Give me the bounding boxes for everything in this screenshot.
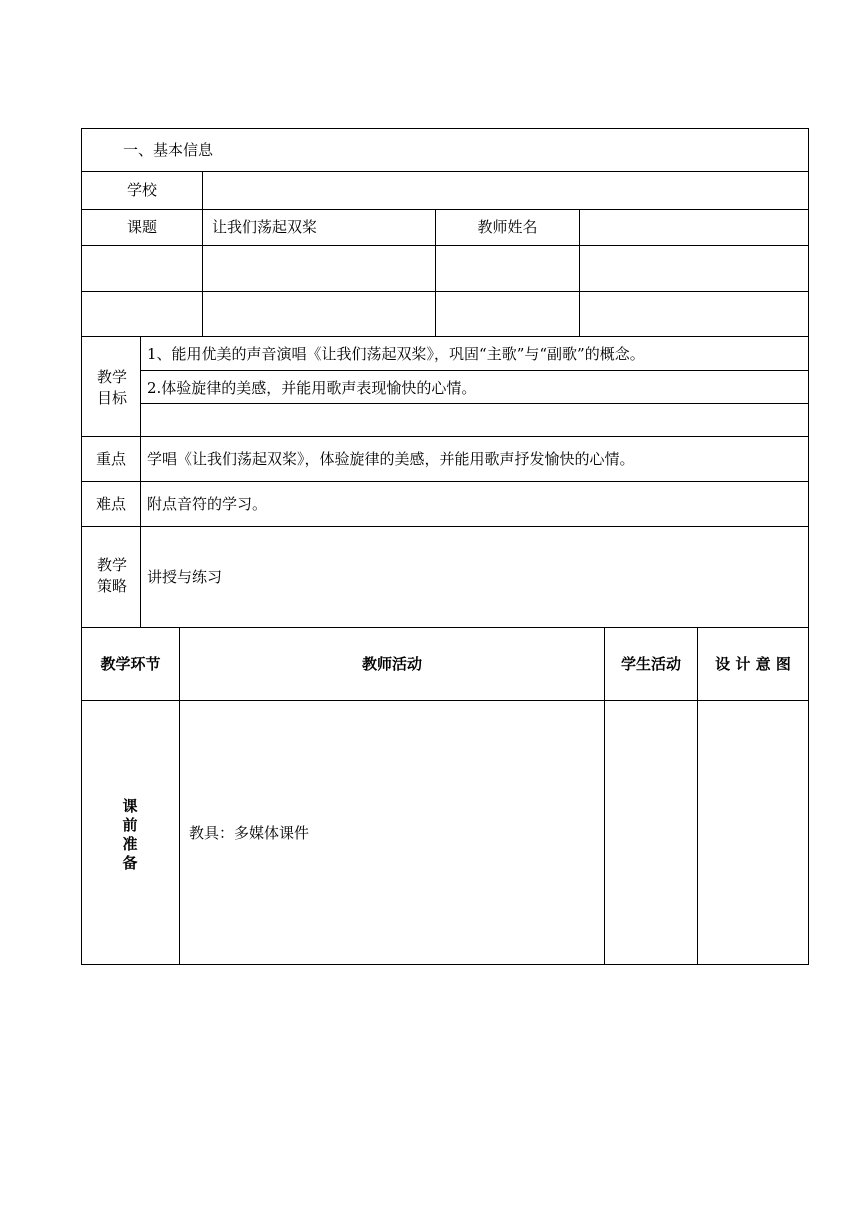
table-border-right <box>808 128 809 965</box>
vline <box>202 171 203 336</box>
topic-label: 课题 <box>126 218 157 236</box>
stage-cell: 课前准备 <box>122 797 138 872</box>
section-title: 一、基本信息 <box>123 141 214 159</box>
hline <box>81 171 809 172</box>
hline <box>81 481 809 482</box>
header-student-activity: 学生活动 <box>620 655 681 673</box>
hline-bottom <box>81 964 809 965</box>
topic-value: 让我们荡起双桨 <box>212 218 318 236</box>
table-border-left <box>81 128 82 965</box>
hline <box>81 627 809 628</box>
hline <box>81 291 809 292</box>
strategy-value: 讲授与练习 <box>147 568 223 586</box>
key-point-label: 重点 <box>95 450 126 468</box>
header-teacher-activity: 教师活动 <box>361 655 422 673</box>
goal-item-1: 1、能用优美的声音演唱《让我们荡起双桨》，巩固“主歌”与“副歌”的概念。 <box>147 345 645 363</box>
header-design-intent: 设 计 意 图 <box>715 655 791 673</box>
hline-top <box>81 128 809 129</box>
school-label: 学校 <box>126 181 157 199</box>
hline <box>140 403 809 404</box>
teacher-activity-cell: 教具：多媒体课件 <box>189 824 310 842</box>
vline <box>579 209 580 336</box>
difficulty-value: 附点音符的学习。 <box>147 495 268 513</box>
vline <box>179 627 180 964</box>
vline <box>697 627 698 964</box>
difficulty-label: 难点 <box>95 495 126 513</box>
hline <box>81 700 809 701</box>
header-stage: 教学环节 <box>100 655 161 673</box>
hline <box>81 436 809 437</box>
key-point-value: 学唱《让我们荡起双桨》，体验旋律的美感，并能用歌声抒发愉快的心情。 <box>147 450 635 468</box>
hline <box>81 245 809 246</box>
vline <box>604 627 605 964</box>
hline <box>81 526 809 527</box>
teacher-label: 教师姓名 <box>477 218 538 236</box>
hline <box>81 209 809 210</box>
strategy-label: 教学策略 <box>96 556 127 595</box>
hline <box>140 370 809 371</box>
hline <box>81 336 809 337</box>
goals-label: 教学目标 <box>96 368 127 407</box>
goal-item-2: 2.体验旋律的美感，并能用歌声表现愉快的心情。 <box>147 379 477 397</box>
vline <box>140 336 141 627</box>
